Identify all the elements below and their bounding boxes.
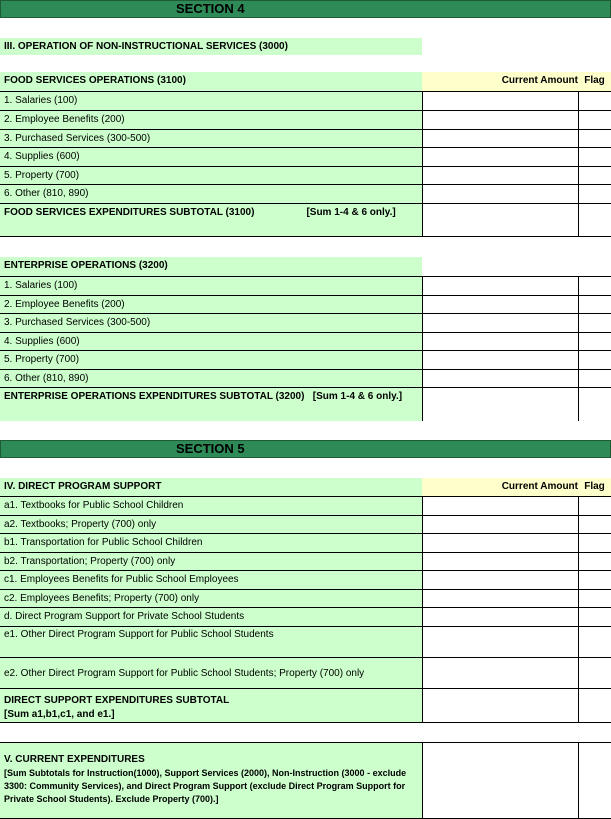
enterprise-row-label: 3. Purchased Services (300-500) <box>0 313 422 332</box>
food-services-title: FOOD SERVICES OPERATIONS (3100) <box>0 72 422 91</box>
food-current-amount-header: Current Amount <box>422 72 580 91</box>
direct-row-label: e2. Other Direct Program Support for Public School Students; Property (700) only <box>0 657 422 688</box>
food-row-amount-input[interactable] <box>422 147 578 166</box>
enterprise-subtotal-amount-input[interactable] <box>422 387 578 421</box>
direct-row-flag-input[interactable] <box>578 515 611 533</box>
direct-row-flag-input[interactable] <box>578 589 611 607</box>
direct-row-amount-input[interactable] <box>422 515 578 533</box>
direct-row-amount-input[interactable] <box>422 533 578 552</box>
direct-flag-header: Flag <box>578 478 611 496</box>
enterprise-subtotal-note: [Sum 1-4 & 6 only.] <box>312 391 403 402</box>
enterprise-subtotal-flag-input[interactable] <box>578 387 611 421</box>
current-expenditures-title: V. CURRENT EXPENDITURES <box>4 754 145 765</box>
enterprise-row-flag-input[interactable] <box>578 276 611 295</box>
enterprise-row-flag-input[interactable] <box>578 350 611 369</box>
enterprise-row-amount-input[interactable] <box>422 350 578 369</box>
direct-row-amount-input[interactable] <box>422 626 578 657</box>
enterprise-row-amount-input[interactable] <box>422 276 578 295</box>
food-row-amount-input[interactable] <box>422 129 578 147</box>
food-row-label: 3. Purchased Services (300-500) <box>0 129 422 147</box>
direct-row-flag-input[interactable] <box>578 533 611 552</box>
enterprise-row-flag-input[interactable] <box>578 313 611 332</box>
food-subtotal-label <box>0 203 422 237</box>
enterprise-row-label: 6. Other (810, 890) <box>0 369 422 387</box>
food-row-label: 5. Property (700) <box>0 166 422 184</box>
current-expenditures-note: [Sum Subtotals for Instruction(1000), Support Services (2000), Non-Instruction (3000 - exclude 3300: Community Services), and Direct Program Support (exclude Direct Program Support for Private School Students). Exclude Property (700).] <box>4 768 407 804</box>
food-row-label: 2. Employee Benefits (200) <box>0 110 422 129</box>
direct-subtotal-note: [Sum a1,b1,c1, and e1.] <box>4 709 115 720</box>
direct-subtotal-amount-input[interactable] <box>422 688 578 723</box>
enterprise-row-label: 1. Salaries (100) <box>0 276 422 295</box>
food-row-label: 6. Other (810, 890) <box>0 184 422 203</box>
enterprise-row-label: 2. Employee Benefits (200) <box>0 295 422 313</box>
direct-subtotal-label <box>0 688 422 723</box>
current-expenditures-label <box>0 742 422 819</box>
direct-row-amount-input[interactable] <box>422 552 578 570</box>
enterprise-row-amount-input[interactable] <box>422 332 578 350</box>
food-subtotal-flag-input[interactable] <box>578 203 611 237</box>
direct-row-label: a2. Textbooks; Property (700) only <box>0 515 422 533</box>
direct-row-label: b2. Transportation; Property (700) only <box>0 552 422 570</box>
enterprise-subtotal-text: ENTERPRISE OPERATIONS EXPENDITURES SUBTOTAL (3200) <box>4 391 305 402</box>
direct-support-title: IV. DIRECT PROGRAM SUPPORT <box>0 478 422 496</box>
direct-row-amount-input[interactable] <box>422 496 578 515</box>
direct-row-label: b1. Transportation for Public School Children <box>0 533 422 552</box>
food-subtotal-text: FOOD SERVICES EXPENDITURES SUBTOTAL (3100) <box>4 207 255 218</box>
food-row-flag-input[interactable] <box>578 166 611 184</box>
enterprise-row-flag-input[interactable] <box>578 369 611 387</box>
enterprise-row-label: 4. Supplies (600) <box>0 332 422 350</box>
current-expenditures-flag-input[interactable] <box>578 742 611 819</box>
section-4-title: SECTION 4 <box>176 1 245 16</box>
food-row-flag-input[interactable] <box>578 147 611 166</box>
food-row-flag-input[interactable] <box>578 129 611 147</box>
food-subtotal-note: [Sum 1-4 & 6 only.] <box>306 207 396 218</box>
direct-row-flag-input[interactable] <box>578 552 611 570</box>
enterprise-row-flag-input[interactable] <box>578 332 611 350</box>
direct-row-amount-input[interactable] <box>422 570 578 589</box>
food-row-flag-input[interactable] <box>578 91 611 110</box>
direct-row-label: d. Direct Program Support for Private School Students <box>0 607 422 626</box>
current-expenditures-amount-input[interactable] <box>422 742 578 819</box>
enterprise-row-amount-input[interactable] <box>422 313 578 332</box>
enterprise-title: ENTERPRISE OPERATIONS (3200) <box>0 257 422 276</box>
direct-row-label: e1. Other Direct Program Support for Public School Students <box>0 626 422 657</box>
enterprise-row-amount-input[interactable] <box>422 295 578 313</box>
direct-row-amount-input[interactable] <box>422 607 578 626</box>
direct-current-amount-header: Current Amount <box>422 478 580 496</box>
direct-row-label: c1. Employees Benefits for Public School Employees <box>0 570 422 589</box>
food-row-amount-input[interactable] <box>422 166 578 184</box>
part-iii-title: III. OPERATION OF NON-INSTRUCTIONAL SERVICES (3000) <box>0 38 422 55</box>
section-5-title: SECTION 5 <box>176 441 245 456</box>
food-row-flag-input[interactable] <box>578 184 611 203</box>
food-row-flag-input[interactable] <box>578 110 611 129</box>
enterprise-row-flag-input[interactable] <box>578 295 611 313</box>
direct-subtotal-flag-input[interactable] <box>578 688 611 723</box>
food-flag-header: Flag <box>578 72 611 91</box>
food-subtotal-amount-input[interactable] <box>422 203 578 237</box>
direct-row-flag-input[interactable] <box>578 626 611 657</box>
direct-row-amount-input[interactable] <box>422 657 578 688</box>
food-row-label: 4. Supplies (600) <box>0 147 422 166</box>
enterprise-subtotal-label <box>0 387 422 421</box>
direct-row-flag-input[interactable] <box>578 657 611 688</box>
food-row-amount-input[interactable] <box>422 110 578 129</box>
food-row-label: 1. Salaries (100) <box>0 91 422 110</box>
food-row-amount-input[interactable] <box>422 91 578 110</box>
direct-row-flag-input[interactable] <box>578 496 611 515</box>
direct-row-flag-input[interactable] <box>578 570 611 589</box>
enterprise-row-amount-input[interactable] <box>422 369 578 387</box>
direct-row-amount-input[interactable] <box>422 589 578 607</box>
direct-row-flag-input[interactable] <box>578 607 611 626</box>
section-4-header <box>0 0 611 18</box>
section-5-header <box>0 440 611 458</box>
enterprise-row-label: 5. Property (700) <box>0 350 422 369</box>
direct-subtotal-text: DIRECT SUPPORT EXPENDITURES SUBTOTAL <box>4 695 230 706</box>
direct-row-label: a1. Textbooks for Public School Children <box>0 496 422 515</box>
food-row-amount-input[interactable] <box>422 184 578 203</box>
direct-row-label: c2. Employees Benefits; Property (700) only <box>0 589 422 607</box>
